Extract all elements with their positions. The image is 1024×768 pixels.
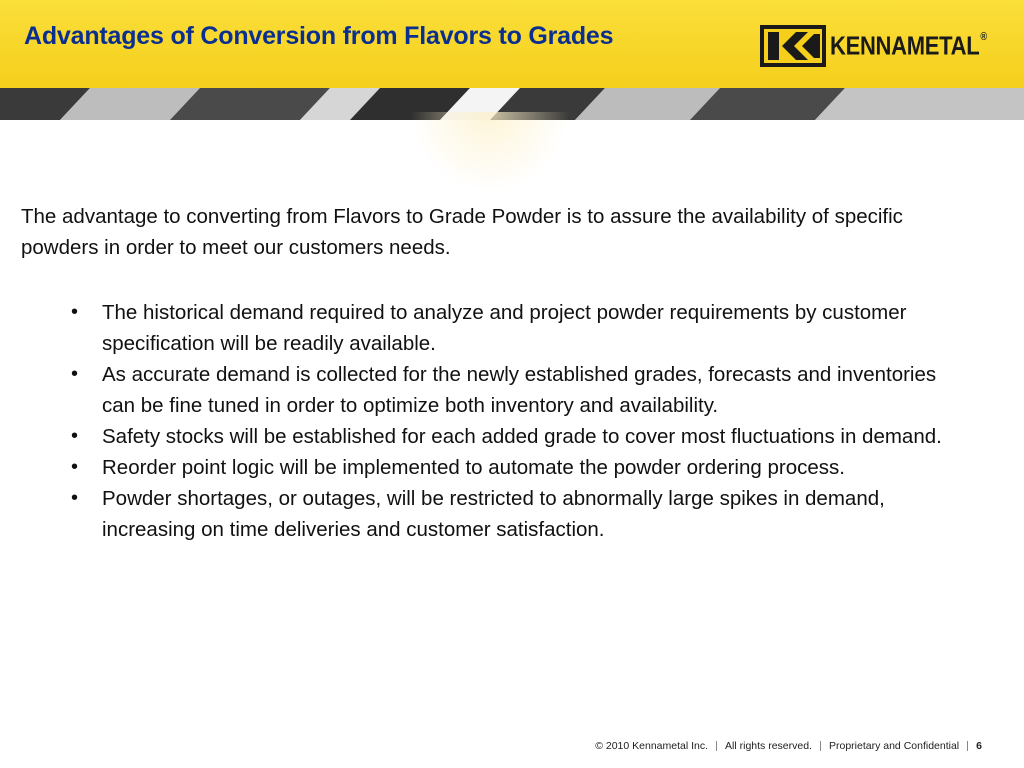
footer-copyright: © 2010 Kennametal Inc. — [595, 740, 709, 752]
bullet-item — [21, 483, 972, 545]
bullet-text: Powder shortages, or outages, will be restricted to abnormally large spikes in demand, increasing on time deliveries and customer satisfaction. — [102, 487, 885, 541]
kennametal-logo — [758, 22, 987, 70]
bullet-text: Safety stocks will be established for each added grade to cover most fluctuations in demand. — [102, 425, 942, 448]
bullet-item — [21, 359, 972, 421]
slide-title: Advantages of Conversion from Flavors to Grades — [24, 22, 614, 50]
slide-footer — [595, 740, 982, 752]
header-glow — [410, 112, 570, 192]
bullet-text: The historical demand required to analyze and project powder requirements by customer specification will be readily available. — [102, 301, 907, 355]
page-number: 6 — [976, 740, 982, 752]
footer-confidential: Proprietary and Confidential — [828, 740, 960, 752]
footer-divider — [967, 741, 968, 751]
header-stripe-band — [0, 88, 1024, 120]
footer-divider — [716, 741, 717, 751]
intro-paragraph: The advantage to converting from Flavors to Grade Powder is to assure the availability of specific powders in order to meet our customers needs. — [21, 205, 903, 259]
bullet-icon: • — [71, 487, 79, 509]
bullet-icon: • — [71, 301, 79, 323]
bullet-text: Reorder point logic will be implemented to automate the powder ordering process. — [102, 456, 845, 479]
bullet-list — [21, 297, 981, 545]
bullet-icon: • — [71, 425, 79, 447]
bullet-icon: • — [71, 363, 79, 385]
header-band — [0, 0, 1024, 88]
kennametal-k-icon — [758, 23, 828, 69]
bullet-text: As accurate demand is collected for the newly established grades, forecasts and inventories can be fine tuned in order to optimize both inventory and availability. — [102, 363, 937, 417]
logo-wordmark: KENNAMETAL® — [830, 30, 987, 61]
footer-divider — [820, 741, 821, 751]
bullet-item — [21, 297, 972, 359]
bullet-item — [21, 421, 972, 452]
footer-rights: All rights reserved. — [725, 740, 812, 752]
bullet-item — [21, 452, 972, 483]
slide-body — [21, 201, 981, 545]
bullet-icon: • — [71, 456, 79, 478]
